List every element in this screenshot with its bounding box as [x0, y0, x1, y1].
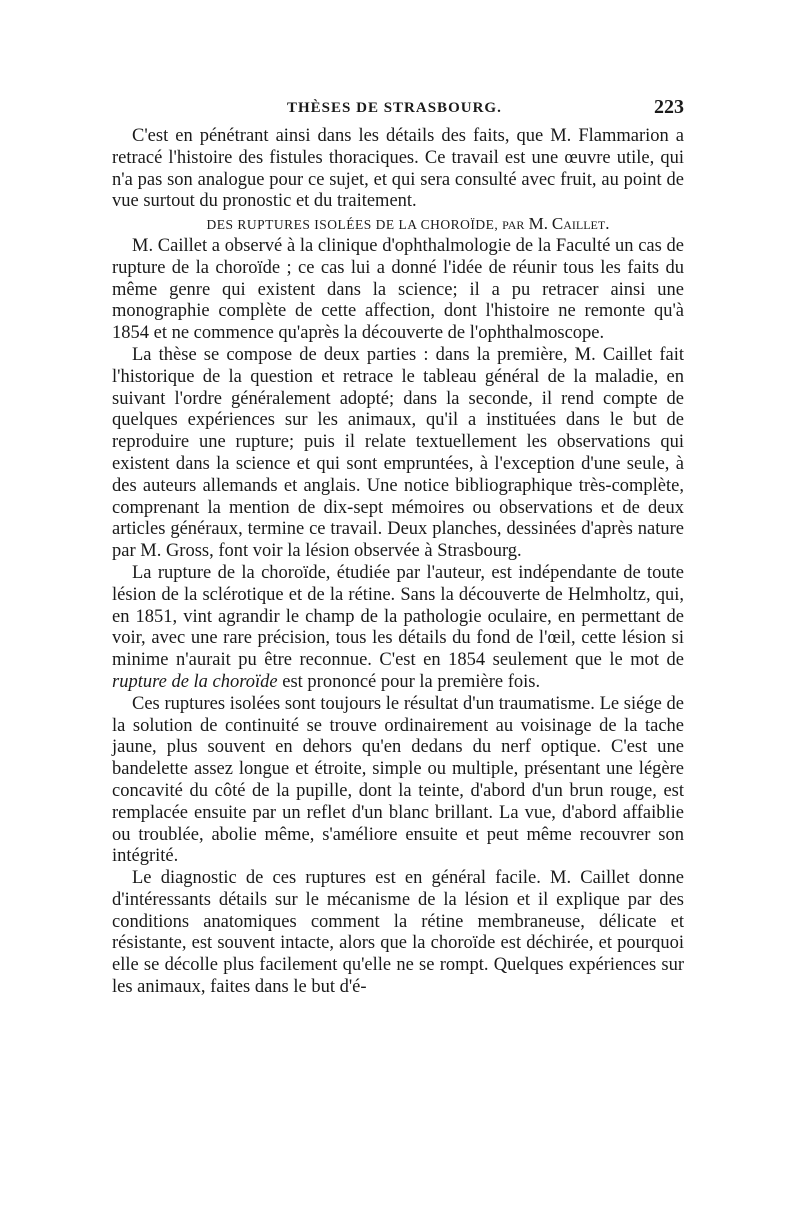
- section-title-by: par M.: [502, 214, 549, 234]
- section-title: [112, 213, 684, 236]
- paragraph-4: [112, 563, 684, 694]
- page-number: 223: [654, 96, 684, 118]
- page-header: [112, 96, 684, 126]
- paragraph-3: La thèse se compose de deux parties : dans la première, M. Caillet fait l'historique de la question et retrace le tableau général de la maladie, en suivant l'ordre généralement adopté; dans la seconde, il rend compte de quelques expériences sur les animaux, qu'il a instituées dans le but de reproduire une rupture; puis il relate textuellement les observations qui existent dans la science et qui sont empruntées, à l'exception d'une seule, à des auteurs allemands et anglais. Une notice bibliographique très-complète, comprenant la mention de dix-sept mémoires ou observations et de deux articles généraux, termine ce travail. Deux planches, dessinées d'après nature par M. Gross, font voir la lésion observée à Strasbourg.: [112, 344, 684, 562]
- paragraph-2: M. Caillet a observé à la clinique d'ophthalmologie de la Faculté un cas de rupture de la choroïde ; ce cas lui a donné l'idée de réunir tous les faits du même genre qui existent dans la science; il a pu retracer ainsi une monographie complète de cette affection, dont l'histoire ne remonte qu'à 1854 et ne commence qu'après la découverte de l'ophthalmoscope.: [112, 235, 684, 344]
- paragraph-4-text-a: La rupture de la choroïde, étudiée par l'auteur, est indépendante de toute lésion de la sclérotique et de la rétine. Sans la découverte de Helmholtz, qui, en 1851, vint agrandir le champ de la pathologie oculaire, en permettant de voir, avec une rare précision, tous les détails du fond de l'œil, cette lésion si minime n'aurait pu être reconnue. C'est en 1854 seulement que le mot de: [112, 562, 684, 671]
- paragraph-1: C'est en pénétrant ainsi dans les détails des faits, que M. Flammarion a retracé l'histoire des fistules thoraciques. Ce travail est une œuvre utile, qui n'a pas son analogue pour ce sujet, et qui sera consulté avec fruit, au point de vue surtout du pronostic et du traitement.: [112, 126, 684, 212]
- paragraph-4-text-b: est prononcé pour la première fois.: [282, 671, 541, 692]
- paragraph-5: Ces ruptures isolées sont toujours le résultat d'un traumatisme. Le siége de la solution de continuité se trouve ordinairement au voisinage de la tache jaune, plus souvent en dehors qu'en dedans du nerf optique. C'est une bandelette assez longue et étroite, simple ou multiple, présentant une légère concavité du côté de la pupille, dont la teinte, d'abord d'un brun rouge, est remplacée ensuite par un reflet d'un blanc brillant. La vue, d'abord affaiblie ou troublée, abolie même, s'améliore ensuite et peut même recouvrer son intégrité.: [112, 693, 684, 867]
- body-text: [112, 126, 684, 999]
- section-title-author: Caillet.: [551, 214, 610, 234]
- paragraph-6: Le diagnostic de ces ruptures est en général facile. M. Caillet donne d'intéressants détails sur le mécanisme de la lésion et il explique par des conditions anatomiques comment la rétine membraneuse, délicate et résistante, est souvent intacte, alors que la choroïde est déchirée, et pourquoi elle se décolle plus facilement qu'elle ne se rompt. Quelques expériences sur les animaux, faites dans le but d'é-: [112, 868, 684, 998]
- section-title-caps: DES RUPTURES ISOLÉES DE LA CHOROÏDE,: [206, 217, 499, 233]
- running-title: THÈSES DE STRASBOURG.: [287, 100, 502, 116]
- paragraph-4-emphasis: rupture de la choroïde: [112, 671, 278, 692]
